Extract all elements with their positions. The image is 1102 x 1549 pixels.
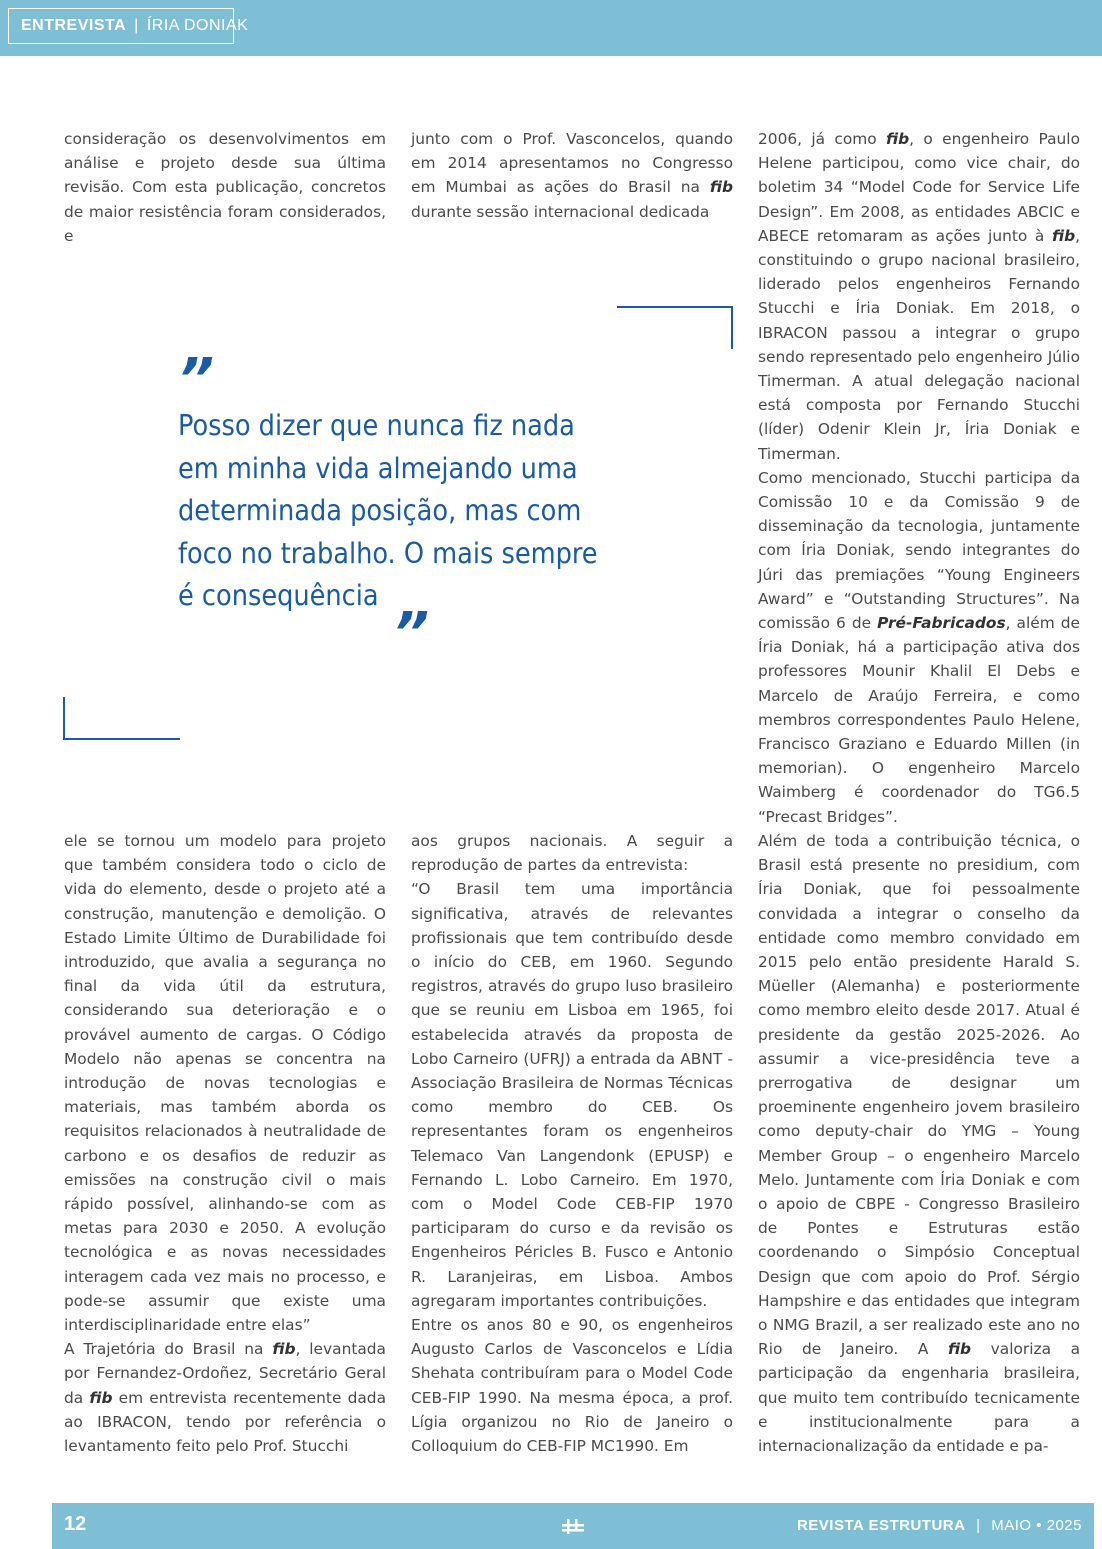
fib-emphasis: fib [1051, 226, 1076, 245]
pull-quote [178, 405, 608, 618]
issue-date: MAIO • 2025 [991, 1517, 1082, 1534]
footer-bar [52, 1503, 1094, 1549]
text-run: , constituindo o grupo nacional brasileiro, liderado pelos engenheiros Fernando Stucchi e Íria Doniak. Em 2018, o IBRACON passou a integrar o grupo sendo representado pelo engenheiro Júlio Timerman. A atual delegação nacional está composta por Fernando Stucchi (líder) Odenir Klein Jr, Íria Doniak e Timerman. [758, 226, 1080, 463]
column-2-top [411, 127, 733, 224]
quote-frame-top-line [617, 306, 733, 308]
quote-frame-right-line [731, 306, 733, 349]
paragraph [758, 466, 1080, 829]
section-label: ENTREVISTA [21, 17, 127, 34]
text-run: em entrevista recentemente dada ao IBRACON, tendo por referência o levantamento feito pelo Prof. Stucchi [64, 1388, 386, 1456]
paragraph: ele se tornou um modelo para projeto que também considera todo o ciclo de vida do elemento, desde o projeto até a construção, manutenção e demolição. O Estado Limite Último de Durabilidade foi introduzido, que avalia a segurança no final da vida útil da estrutura, considerando sua deterioração e o provável aumento de cargas. O Código Modelo não apenas se concentra na introdução de novas tecnologias e materiais, mas também aborda os requisitos relacionados à neutralidade de carbono e os desafios de reduzir as emissões na construção civil o mais rápido possível, alinhando-se com as metas para 2030 e 2050. A evolução tecnológica e as novas necessidades interagem cada vez mais no processo, e pode-se assumir que existe uma interdisciplinaridade entre elas” [64, 832, 386, 1335]
paragraph: Entre os anos 80 e 90, os engenheiros Augusto Carlos de Vasconcelos e Lídia Shehata contribuíram para o Model Code CEB-FIP 1990. Na mesma época, a prof. Lígia organizou no Rio de Janeiro o Colloquium do CEB-FIP MC1990. Em [411, 1316, 733, 1456]
fib-emphasis: fib [709, 178, 733, 197]
paragraph: “O Brasil tem uma importância significativa, através de relevantes profissionais que tem contribuído desde o início do CEB, em 1960. Segundo registros, através do grupo luso brasileiro que se reuniu em Lisboa em 1965, foi estabelecida através da proposta de Lobo Carneiro (UFRJ) a entrada da ABNT - Associação Brasileira de Normas Técnicas como membro do CEB. Os representantes foram os engenheiros Telemaco Van Langendonk (EPUSP) e Fernando L. Lobo Carneiro. Em 1970, com o Model Code CEB-FIP 1970 participaram do curso e da revisão os Engenheiros Péricles B. Fusco e Antonio R. Laranjeiras, em Lisboa. Ambos agregaram importantes contribuições. [411, 880, 733, 1310]
close-quote-icon: ” [393, 601, 424, 666]
paragraph [64, 1337, 386, 1458]
page-number: 12 [64, 1513, 87, 1535]
paragraph [758, 829, 1080, 1458]
column-1-bottom [64, 829, 386, 1458]
text-run: valoriza a participação da engenharia brasileira, que muito tem contribuído tecnicamente e institucionalmente para a internacionalização da entidade e pa- [758, 1340, 1080, 1455]
column-1-top [64, 127, 386, 248]
emphasis: Pré-Fabricados [877, 614, 1006, 633]
header-bar [0, 0, 1102, 56]
fib-emphasis: fib [272, 1340, 296, 1359]
text-run: , além de Íria Doniak, há a participação ativa dos professores Mounir Khalil El Debs e Marcelo de Araújo Ferreira, e como membros correspondentes Paulo Helene, Francisco Graziano e Eduardo Millen (in memorian). O engenheiro Marcelo Waimberg é coordenador do TG6.5 “Precast Bridges”. [758, 614, 1080, 826]
fib-emphasis: fib [947, 1340, 972, 1359]
pull-quote-text: Posso dizer que nunca fiz nada em minha vida almejando uma determinada posição, mas com foco no trabalho. O mais sempre é consequência [178, 409, 598, 612]
text-run: durante sessão internacional dedicada [411, 202, 710, 221]
open-quote-icon: ” [178, 347, 209, 412]
column-3 [758, 127, 1080, 1458]
magazine-logo-icon [560, 1516, 586, 1536]
section-tag [8, 8, 249, 44]
magazine-title: REVISTA ESTRUTURA [796, 1517, 966, 1534]
paragraph [758, 127, 1080, 466]
text-run: Além de toda a contribuição técnica, o Brasil está presente no presidium, com Íria Doniak, que foi pessoalmente convidada a integrar o conselho da entidade como membro convidado em 2015 pelo então presidente Harald S. Müeller (Alemanha) e posteriormente como membro eleito desde 2017. Atual é presidente da gestão 2025-2026. Ao assumir a vice-presidência teve a prerrogativa de designar um proeminente engenheiro jovem brasileiro como deputy-chair do YMG – Young Member Group – o engenheiro Marcelo Melo. Juntamente com Íria Doniak e com o apoio de CBPE - Congresso Brasileiro de Pontes e Estruturas estão coordenando o Simpósio Conceptual Design que com apoio do Prof. Sérgio Hampshire e das entidades que integram o NMG Brazil, a ser realizado este ano no Rio de Janeiro. A [758, 831, 1080, 1359]
paragraph: aos grupos nacionais. A seguir a reprodução de partes da entrevista: [411, 832, 733, 875]
footer-separator: | [976, 1517, 981, 1534]
quote-frame-bottom-line [63, 738, 180, 740]
text-run: , o engenheiro Paulo Helene participou, como vice chair, do boletim 34 “Model Code for Service Life Design”. Em 2008, as entidades ABCIC e ABECE retomaram as ações junto à [758, 130, 1081, 245]
text-run: A Trajetória do Brasil na [64, 1340, 273, 1359]
text-run: 2006, já como [758, 130, 887, 148]
paragraph [411, 127, 733, 224]
fib-emphasis: fib [89, 1388, 113, 1407]
column-2-bottom [411, 829, 733, 1458]
paragraph: consideração os desenvolvimentos em análise e projeto desde sua última revisão. Com esta publicação, concretos de maior resistência foram considerados, e [64, 130, 386, 245]
quote-frame-left-line [63, 697, 65, 740]
section-separator: | [134, 17, 139, 34]
magazine-info [797, 1517, 1082, 1534]
text-run: Como mencionado, Stucchi participa da Comissão 10 e da Comissão 9 de disseminação da tecnologia, juntamente com Íria Doniak, sendo integrantes do Júri das premiações “Young Engineers Award” e “Outstanding Structures”. Na comissão 6 de [758, 468, 1080, 633]
fib-emphasis: fib [886, 130, 910, 148]
text-run: , levantada por Fernandez-Ordoñez, Secretário Geral da [64, 1340, 386, 1407]
text-run: junto com o Prof. Vasconcelos, quando em 2014 apresentamos no Congresso em Mumbai as ações do Brasil na [411, 130, 733, 197]
interviewee-name: ÍRIA DONIAK [146, 17, 249, 34]
